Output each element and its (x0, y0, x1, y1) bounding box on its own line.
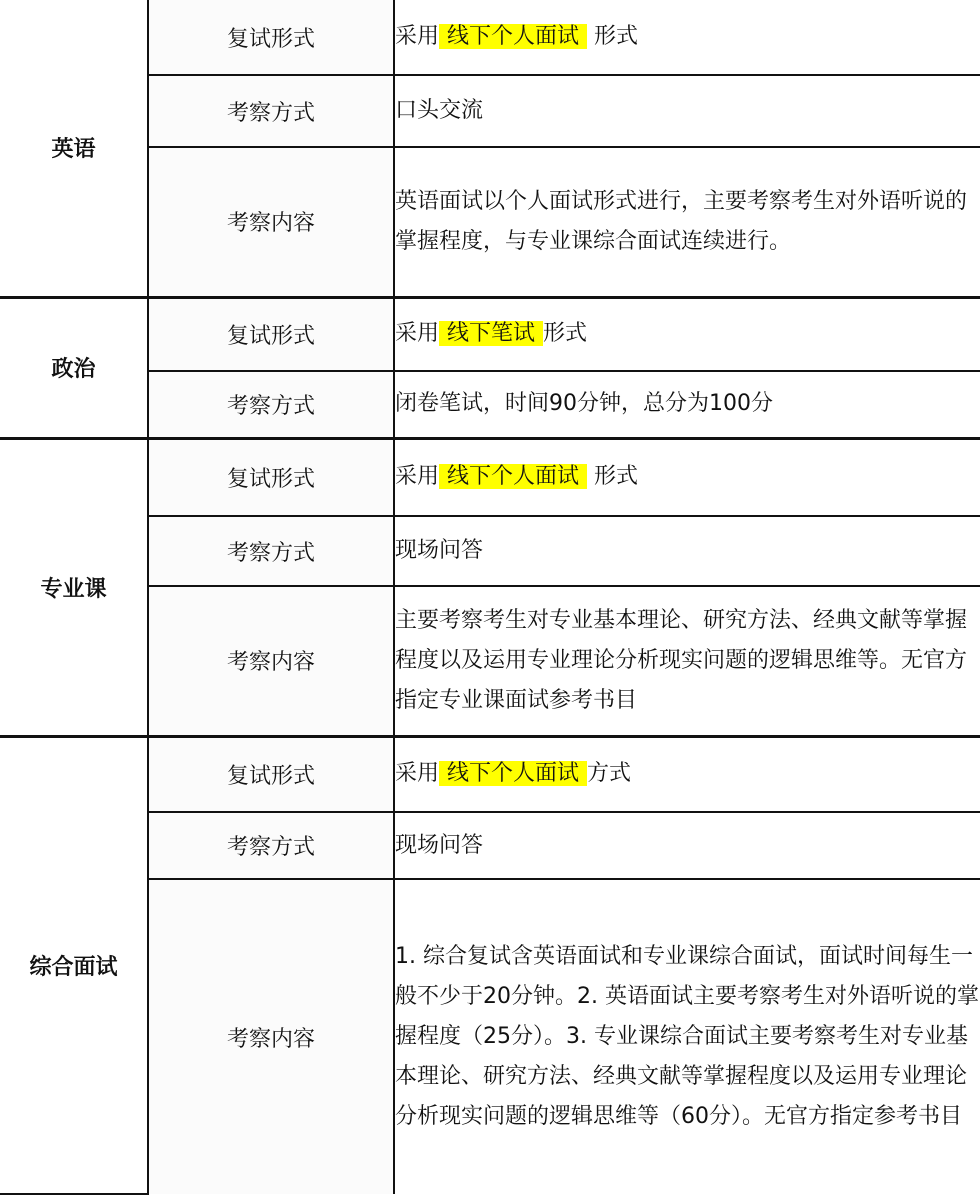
row-content: 口头交流 (394, 75, 980, 147)
row-label: 考察方式 (148, 75, 394, 147)
row-content (394, 736, 980, 812)
content-suffix: 形式 (543, 321, 588, 347)
row-label: 复试形式 (148, 297, 394, 371)
subject-comprehensive-interview: 综合面试 (0, 736, 148, 1194)
content-suffix: 形式 (587, 24, 639, 49)
highlight-mark: 线下个人面试 (439, 464, 587, 489)
subject-politics: 政治 (0, 297, 148, 438)
highlight-mark: 线下个人面试 (439, 761, 587, 786)
subject-english: 英语 (0, 0, 148, 297)
row-label: 考察方式 (148, 516, 394, 586)
row-content: 现场问答 (394, 516, 980, 586)
subject-major-course: 专业课 (0, 438, 148, 736)
highlight-mark: 线下个人面试 (439, 24, 587, 49)
row-label: 考察内容 (148, 147, 394, 297)
row-content (394, 438, 980, 516)
row-label: 复试形式 (148, 736, 394, 812)
content-prefix: 采用 (395, 464, 440, 490)
table-row (0, 297, 980, 371)
row-content: 英语面试以个人面试形式进行，主要考察考生对外语听说的掌握程度，与专业课综合面试连续进行。 (394, 147, 980, 297)
row-content (394, 297, 980, 371)
row-content (394, 0, 980, 75)
table-row (0, 736, 980, 812)
content-prefix: 采用 (395, 761, 440, 787)
row-label: 考察方式 (148, 812, 394, 879)
row-label: 复试形式 (148, 0, 394, 75)
content-prefix: 采用 (395, 321, 440, 347)
highlight-mark: 线下笔试 (439, 321, 543, 346)
row-content: 主要考察考生对专业基本理论、研究方法、经典文献等掌握程度以及运用专业理论分析现实问题的逻辑思维等。无官方指定专业课面试参考书目 (394, 586, 980, 736)
content-suffix: 方式 (587, 761, 632, 787)
table-row (0, 0, 980, 75)
row-content: 闭卷笔试，时间90分钟，总分为100分 (394, 371, 980, 438)
row-content: 1. 综合复试含英语面试和专业课综合面试，面试时间每生一般不少于20分钟。2. 英语面试主要考察考生对外语听说的掌握程度（25分）。3. 专业课综合面试主要考察考生对专业基本理论、研究方法、经典文献等掌握程度以及运用专业理论分析现实问题的逻辑思维等（60分）。无官方指定参考书目 (394, 879, 980, 1194)
row-label: 考察内容 (148, 586, 394, 736)
content-prefix: 采用 (395, 24, 440, 49)
row-content: 现场问答 (394, 812, 980, 879)
table-row (0, 438, 980, 516)
content-suffix: 形式 (587, 464, 639, 490)
row-label: 考察内容 (148, 879, 394, 1194)
row-label: 考察方式 (148, 371, 394, 438)
row-label: 复试形式 (148, 438, 394, 516)
